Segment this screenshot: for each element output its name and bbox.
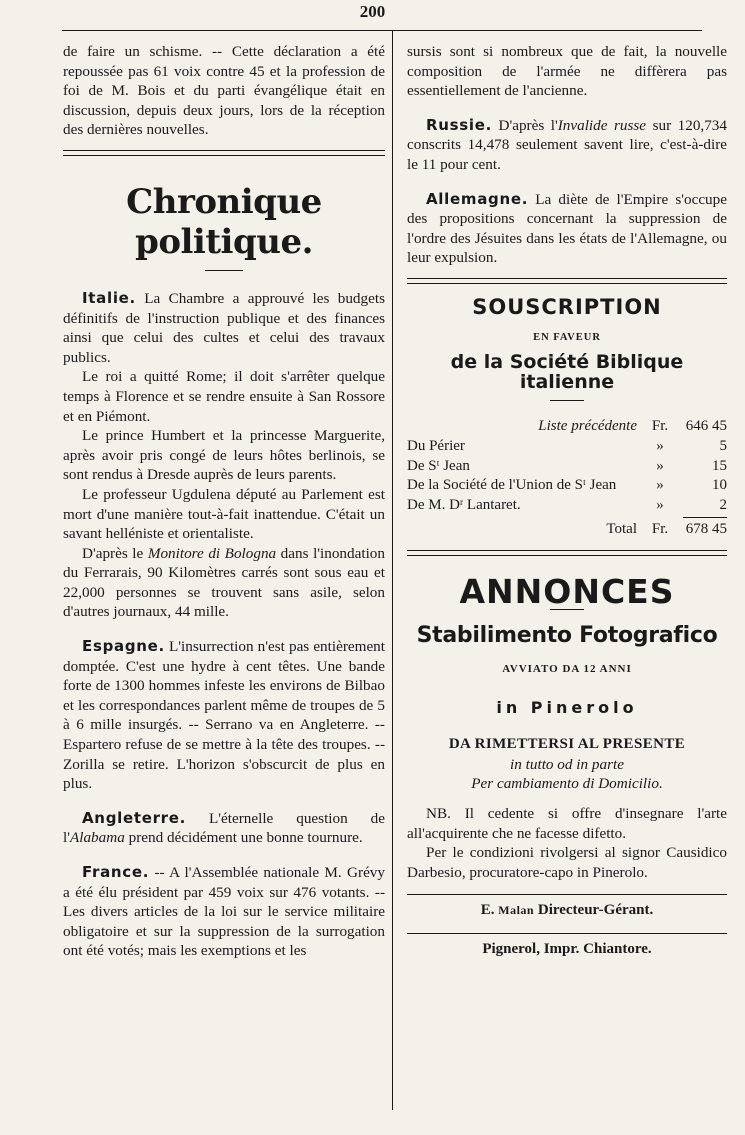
ditto-mark: » bbox=[656, 477, 664, 494]
italie-inondation-paragraph bbox=[63, 544, 385, 622]
subscription-list bbox=[407, 417, 727, 540]
angleterre-heading: Angleterre. bbox=[82, 808, 187, 827]
intro-paragraph: de faire un schisme. -- Cette déclaration a été repoussée pas 61 voix contre 45 et la profession de foi de M. Bois et du parti évangélique était en discussion, depuis deux jours, lors de la réception des dernières nouvelles. bbox=[63, 43, 385, 139]
printer-credit: Pignerol, Impr. Chiantore. bbox=[482, 941, 652, 957]
italie-ugdulena-paragraph: Le professeur Ugdulena député au Parlement est mort d'une manière tout-à-fait inattendue. C'était un savant helléniste et orientaliste. bbox=[63, 485, 385, 543]
section-separator bbox=[407, 278, 727, 284]
column-divider bbox=[392, 30, 393, 1110]
donor-name: De la Société de l'Union de Sᵗ Jean bbox=[407, 477, 617, 494]
amount: 5 bbox=[719, 437, 727, 454]
list-item bbox=[407, 496, 727, 516]
section-separator bbox=[407, 550, 727, 556]
list-item bbox=[407, 417, 727, 437]
espagne-text: L'insurrection n'est pas entièrement domptée. C'est une hydre à cent têtes. Une bande forte de 1300 hommes infeste les environs de Bilbao et les correspondances parlent même de troupes de 5 à 6 mille insurgés. -- Serrano va en Angleterre. -- Espartero refuse de se mettre à la tête des troupes. -- Zorilla se retire. L'horizon s'obscurcit de plus en plus. bbox=[63, 638, 385, 793]
ditto-mark: » bbox=[656, 457, 664, 474]
title-dash bbox=[550, 400, 584, 401]
list-item bbox=[407, 437, 727, 457]
text-span: D'après l' bbox=[492, 116, 558, 134]
en-faveur-label: EN FAVEUR bbox=[533, 331, 601, 343]
text-span: L'éternelle question de l' bbox=[63, 809, 385, 847]
advert-title: Stabilimento Fotografico bbox=[416, 623, 718, 649]
text-span: prend décidément une bonne tournure. bbox=[124, 829, 363, 847]
amount: 10 bbox=[712, 477, 727, 494]
advert-tutto: in tutto od in parte bbox=[510, 755, 624, 773]
allemagne-paragraph bbox=[407, 190, 727, 268]
text-span: dans l'inondation du Ferrarais, 90 Kilomètres carrés sont sous eau et 22,000 personnes se trouvent sans asile, selon d'autres journaux, 44 mille. bbox=[63, 544, 385, 621]
advert-nb: NB. Il cedente si offre d'insegnare l'arte all'acquirente che ne facesse difetto. bbox=[407, 805, 727, 842]
text-span: sur 120,734 conscrits 14,478 seulement savent lire, c'est-à-dire le 11 pour cent. bbox=[407, 116, 727, 173]
footer-rule bbox=[407, 894, 727, 895]
left-column bbox=[63, 42, 385, 961]
italie-roi-paragraph: Le roi a quitté Rome; il doit s'arrêter quelque temps à Florence et se rendre ensuite à San Rossore et en Piémont. bbox=[63, 368, 385, 425]
gerant-credit bbox=[407, 901, 727, 921]
amount: 15 bbox=[712, 457, 727, 474]
text-span: E. bbox=[480, 902, 499, 919]
right-column bbox=[407, 42, 727, 960]
france-paragraph bbox=[63, 863, 385, 961]
text-span: Directeur-Gérant. bbox=[534, 902, 654, 919]
total-label: Total bbox=[606, 521, 637, 538]
russie-heading: Russie. bbox=[426, 115, 492, 134]
title-dash bbox=[205, 270, 243, 271]
advert-subtitle: AVVIATO DA 12 ANNI bbox=[502, 663, 632, 676]
angleterre-paragraph bbox=[63, 809, 385, 848]
total-row bbox=[407, 520, 727, 540]
list-item bbox=[407, 457, 727, 477]
france-text: -- A l'Assemblée nationale M. Grévy a été élu président par 459 voix sur 476 votants. -- Les divers articles de la loi sur le service militaire obligatoire et sur la suppression de la surrogation ont été votés; mais les exemptions et les bbox=[63, 864, 385, 960]
amount: 2 bbox=[719, 496, 727, 513]
footer-rule bbox=[407, 933, 727, 934]
advert-location: in Pinerolo bbox=[496, 697, 638, 717]
italie-prince-paragraph: Le prince Humbert et la princesse Marguerite, après avoir pris congé de leurs hôtes berlinois, se sont rendus à Dresde auprès de leurs parents. bbox=[63, 427, 385, 484]
header-rule bbox=[62, 30, 702, 31]
italie-heading: Italie. bbox=[82, 288, 136, 307]
espagne-heading: Espagne. bbox=[82, 637, 165, 656]
total-amount: 678 45 bbox=[685, 521, 727, 538]
donor-rows bbox=[407, 437, 727, 515]
section-separator bbox=[63, 150, 385, 156]
societe-title: de la Société Biblique italienne bbox=[450, 351, 684, 393]
advert-per: Per cambiamento di Domicilio. bbox=[471, 775, 663, 793]
alabama-italic: Alabama bbox=[69, 829, 125, 847]
annonces-title: ANNONCES bbox=[459, 571, 675, 611]
donor-name: Du Périer bbox=[407, 437, 465, 454]
allemagne-heading: Allemagne. bbox=[426, 189, 529, 208]
france-heading: France. bbox=[82, 863, 150, 881]
amount: 646 45 bbox=[685, 418, 727, 435]
currency: Fr. bbox=[651, 521, 669, 538]
total-rule bbox=[683, 517, 727, 518]
prev-label: Liste précédente bbox=[538, 418, 637, 435]
donor-name: De Sᵗ Jean bbox=[407, 457, 470, 474]
ditto-mark: » bbox=[656, 496, 664, 513]
russie-paragraph bbox=[407, 116, 727, 175]
allemagne-text: La diète de l'Empire s'occupe des propositions concernant la suppression de l'ordre des Jésuites dans les états de l'Allemagne, ou leur expulsion. bbox=[407, 190, 727, 267]
list-item bbox=[407, 476, 727, 496]
newspaper-name: Invalide russe bbox=[557, 116, 647, 134]
text-span: D'après le bbox=[82, 544, 148, 562]
italie-text: La Chambre a approuvé les budgets définitifs de l'instruction publique et des finances ainsi que celui des cultes et celui des travaux publics. bbox=[63, 289, 385, 366]
advert-offer: DA RIMETTERSI AL PRESENTE bbox=[448, 736, 686, 753]
italie-paragraph bbox=[63, 289, 385, 367]
newspaper-name: Monitore di Bologna bbox=[147, 544, 277, 562]
page-number: 200 bbox=[359, 2, 386, 21]
gerant-name: Malan bbox=[498, 903, 535, 918]
advert-conditions: Per le condizioni rivolgersi al signor Causidico Darbesio, procuratore-capo in Pinerolo. bbox=[407, 844, 727, 881]
currency: Fr. bbox=[651, 418, 669, 435]
souscription-title: SOUSCRIPTION bbox=[472, 294, 662, 319]
continuation-paragraph: sursis sont si nombreux que de fait, la nouvelle composition de l'armée ne diffèrera pas essentiellement de l'ancienne. bbox=[407, 43, 727, 100]
donor-name: De M. Dʳ Lantaret. bbox=[407, 496, 521, 513]
ditto-mark: » bbox=[656, 437, 664, 454]
chronique-title: Chronique politique. bbox=[126, 181, 322, 262]
espagne-paragraph bbox=[63, 637, 385, 794]
